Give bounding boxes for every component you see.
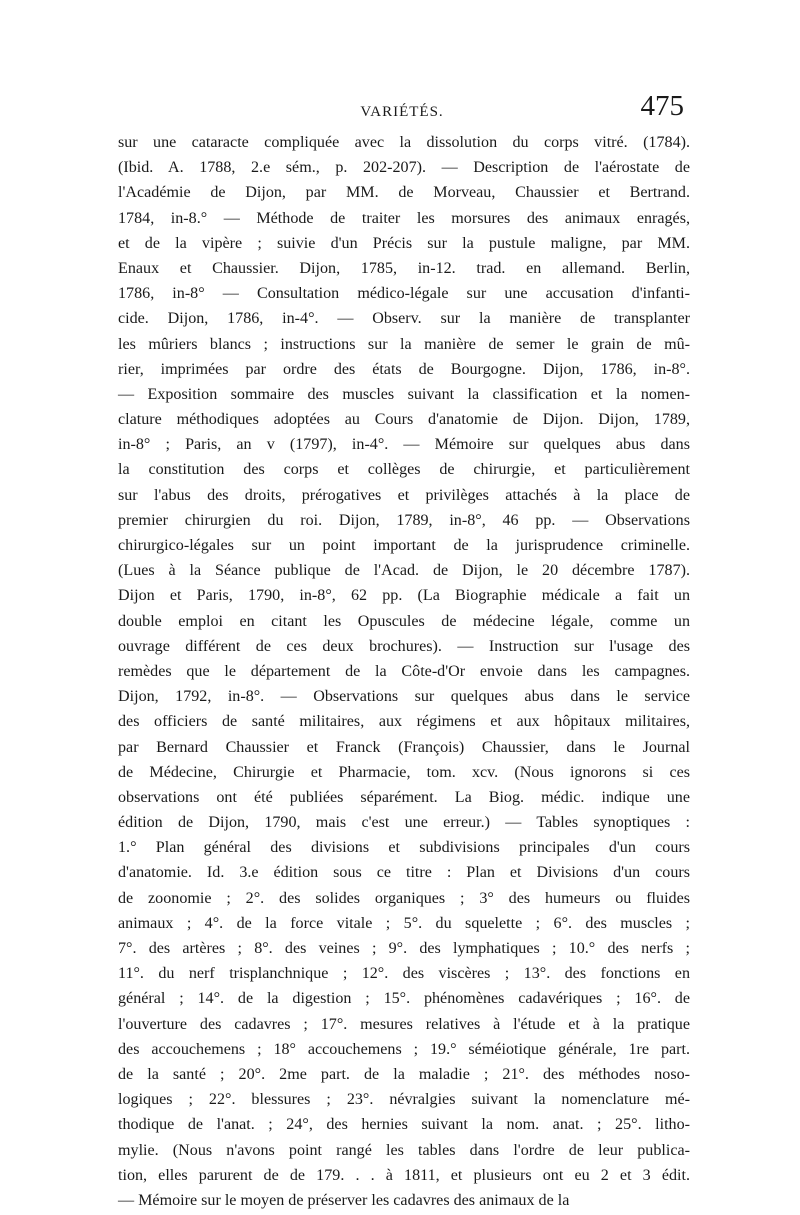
- text-line: 1784, in-8.° — Méthode de traiter les morsures des animaux enragés,: [118, 209, 690, 227]
- text-line: de Médecine, Chirurgie et Pharmacie, tom. xcv. (Nous ignorons si ces: [118, 763, 690, 781]
- text-line: 7°. des artères ; 8°. des veines ; 9°. des lymphatiques ; 10.° des nerfs ;: [118, 940, 690, 957]
- text-line: sur l'abus des droits, prérogatives et privilèges attachés à la place de: [118, 486, 690, 504]
- text-line: de zoonomie ; 2°. des solides organiques ; 3° des humeurs ou fluides: [118, 889, 690, 907]
- text-line: remèdes que le département de la Côte-d'Or envoie dans les campagnes.: [118, 662, 690, 680]
- text-line: 11°. du nerf trisplanchnique ; 12°. des viscères ; 13°. des fonctions en: [118, 965, 690, 983]
- text-line: logiques ; 22°. blessures ; 23°. névralgies suivant la nomenclature mé-: [118, 1091, 690, 1109]
- body-text: [118, 130, 690, 1213]
- text-line: observations ont été publiées séparément. La Biog. médic. indique une: [118, 788, 690, 806]
- text-line: l'Académie de Dijon, par MM. de Morveau, Chaussier et Bertrand.: [118, 184, 690, 202]
- text-line: Dijon, 1792, in-8°. — Observations sur quelques abus dans le service: [118, 688, 690, 706]
- text-line: in-8° ; Paris, an v (1797), in-4°. — Mémoire sur quelques abus dans: [118, 436, 690, 454]
- text-line: édition de Dijon, 1790, mais c'est une erreur.) — Tables synoptiques :: [118, 814, 690, 832]
- text-line: 1786, in-8° — Consultation médico-légale sur une accusation d'infanti-: [118, 285, 690, 303]
- page-number: 475: [640, 90, 684, 122]
- text-line: cide. Dijon, 1786, in-4°. — Observ. sur la manière de transplanter: [118, 310, 690, 328]
- text-line: — Exposition sommaire des muscles suivant la classification et la nomen-: [118, 385, 690, 403]
- text-line: Dijon et Paris, 1790, in-8°, 62 pp. (La Biographie médicale a fait un: [118, 587, 690, 605]
- text-line: mylie. (Nous n'avons point rangé les tables dans l'ordre de leur publica-: [118, 1141, 690, 1159]
- text-line: des officiers de santé militaires, aux régimens et aux hôpitaux militaires,: [118, 713, 690, 731]
- text-line: ouvrage différent de ces deux brochures). — Instruction sur l'usage des: [118, 637, 690, 655]
- text-line: rier, imprimées par ordre des états de Bourgogne. Dijon, 1786, in-8°.: [118, 360, 690, 378]
- text-line: tion, elles parurent de de 179. . . à 1811, et plusieurs ont eu 2 et 3 édit.: [118, 1166, 690, 1184]
- text-line: clature méthodiques adoptées au Cours d'anatomie de Dijon. Dijon, 1789,: [118, 411, 690, 429]
- text-line: 1.° Plan général des divisions et subdivisions principales d'un cours: [118, 839, 690, 857]
- text-line: et de la vipère ; suivie d'un Précis sur la pustule maligne, par MM.: [118, 234, 690, 252]
- text-line: général ; 14°. de la digestion ; 15°. phénomènes cadavériques ; 16°. de: [118, 990, 690, 1008]
- text-line: de la santé ; 20°. 2me part. de la maladie ; 21°. des méthodes noso-: [118, 1065, 690, 1083]
- text-line: — Mémoire sur le moyen de préserver les cadavres des animaux de la: [118, 1191, 570, 1209]
- text-line: par Bernard Chaussier et Franck (François) Chaussier, dans le Journal: [118, 738, 690, 756]
- text-line: (Ibid. A. 1788, 2.e sém., p. 202-207). — Description de l'aérostate de: [118, 159, 690, 177]
- text-line: les mûriers blancs ; instructions sur la manière de semer le grain de mû-: [118, 335, 690, 353]
- running-head: VARIÉTÉS.: [360, 104, 444, 120]
- text-line: d'anatomie. Id. 3.e édition sous ce titre : Plan et Divisions d'un cours: [118, 864, 690, 882]
- text-line: premier chirurgien du roi. Dijon, 1789, in-8°, 46 pp. — Observations: [118, 511, 690, 529]
- page-header: [118, 86, 686, 130]
- text-line: la constitution des corps et collèges de chirurgie, et particulièrement: [118, 461, 690, 479]
- text-line: double emploi en citant les Opuscules de médecine légale, comme un: [118, 612, 690, 630]
- text-line: thodique de l'anat. ; 24°, des hernies suivant la nom. anat. ; 25°. litho-: [118, 1116, 690, 1134]
- text-line: (Lues à la Séance publique de l'Acad. de Dijon, le 20 décembre 1787).: [118, 562, 690, 580]
- text-line: animaux ; 4°. de la force vitale ; 5°. du squelette ; 6°. des muscles ;: [118, 914, 690, 932]
- text-line: Enaux et Chaussier. Dijon, 1785, in-12. trad. en allemand. Berlin,: [118, 259, 690, 277]
- text-line: l'ouverture des cadavres ; 17°. mesures relatives à l'étude et à la pratique: [118, 1015, 690, 1033]
- text-line: chirurgico-légales sur un point important de la jurisprudence criminelle.: [118, 537, 690, 554]
- text-line: sur une cataracte compliquée avec la dissolution du corps vitré. (1784).: [118, 134, 690, 151]
- text-line: des accouchemens ; 18° accouchemens ; 19.° séméiotique générale, 1re part.: [118, 1040, 690, 1058]
